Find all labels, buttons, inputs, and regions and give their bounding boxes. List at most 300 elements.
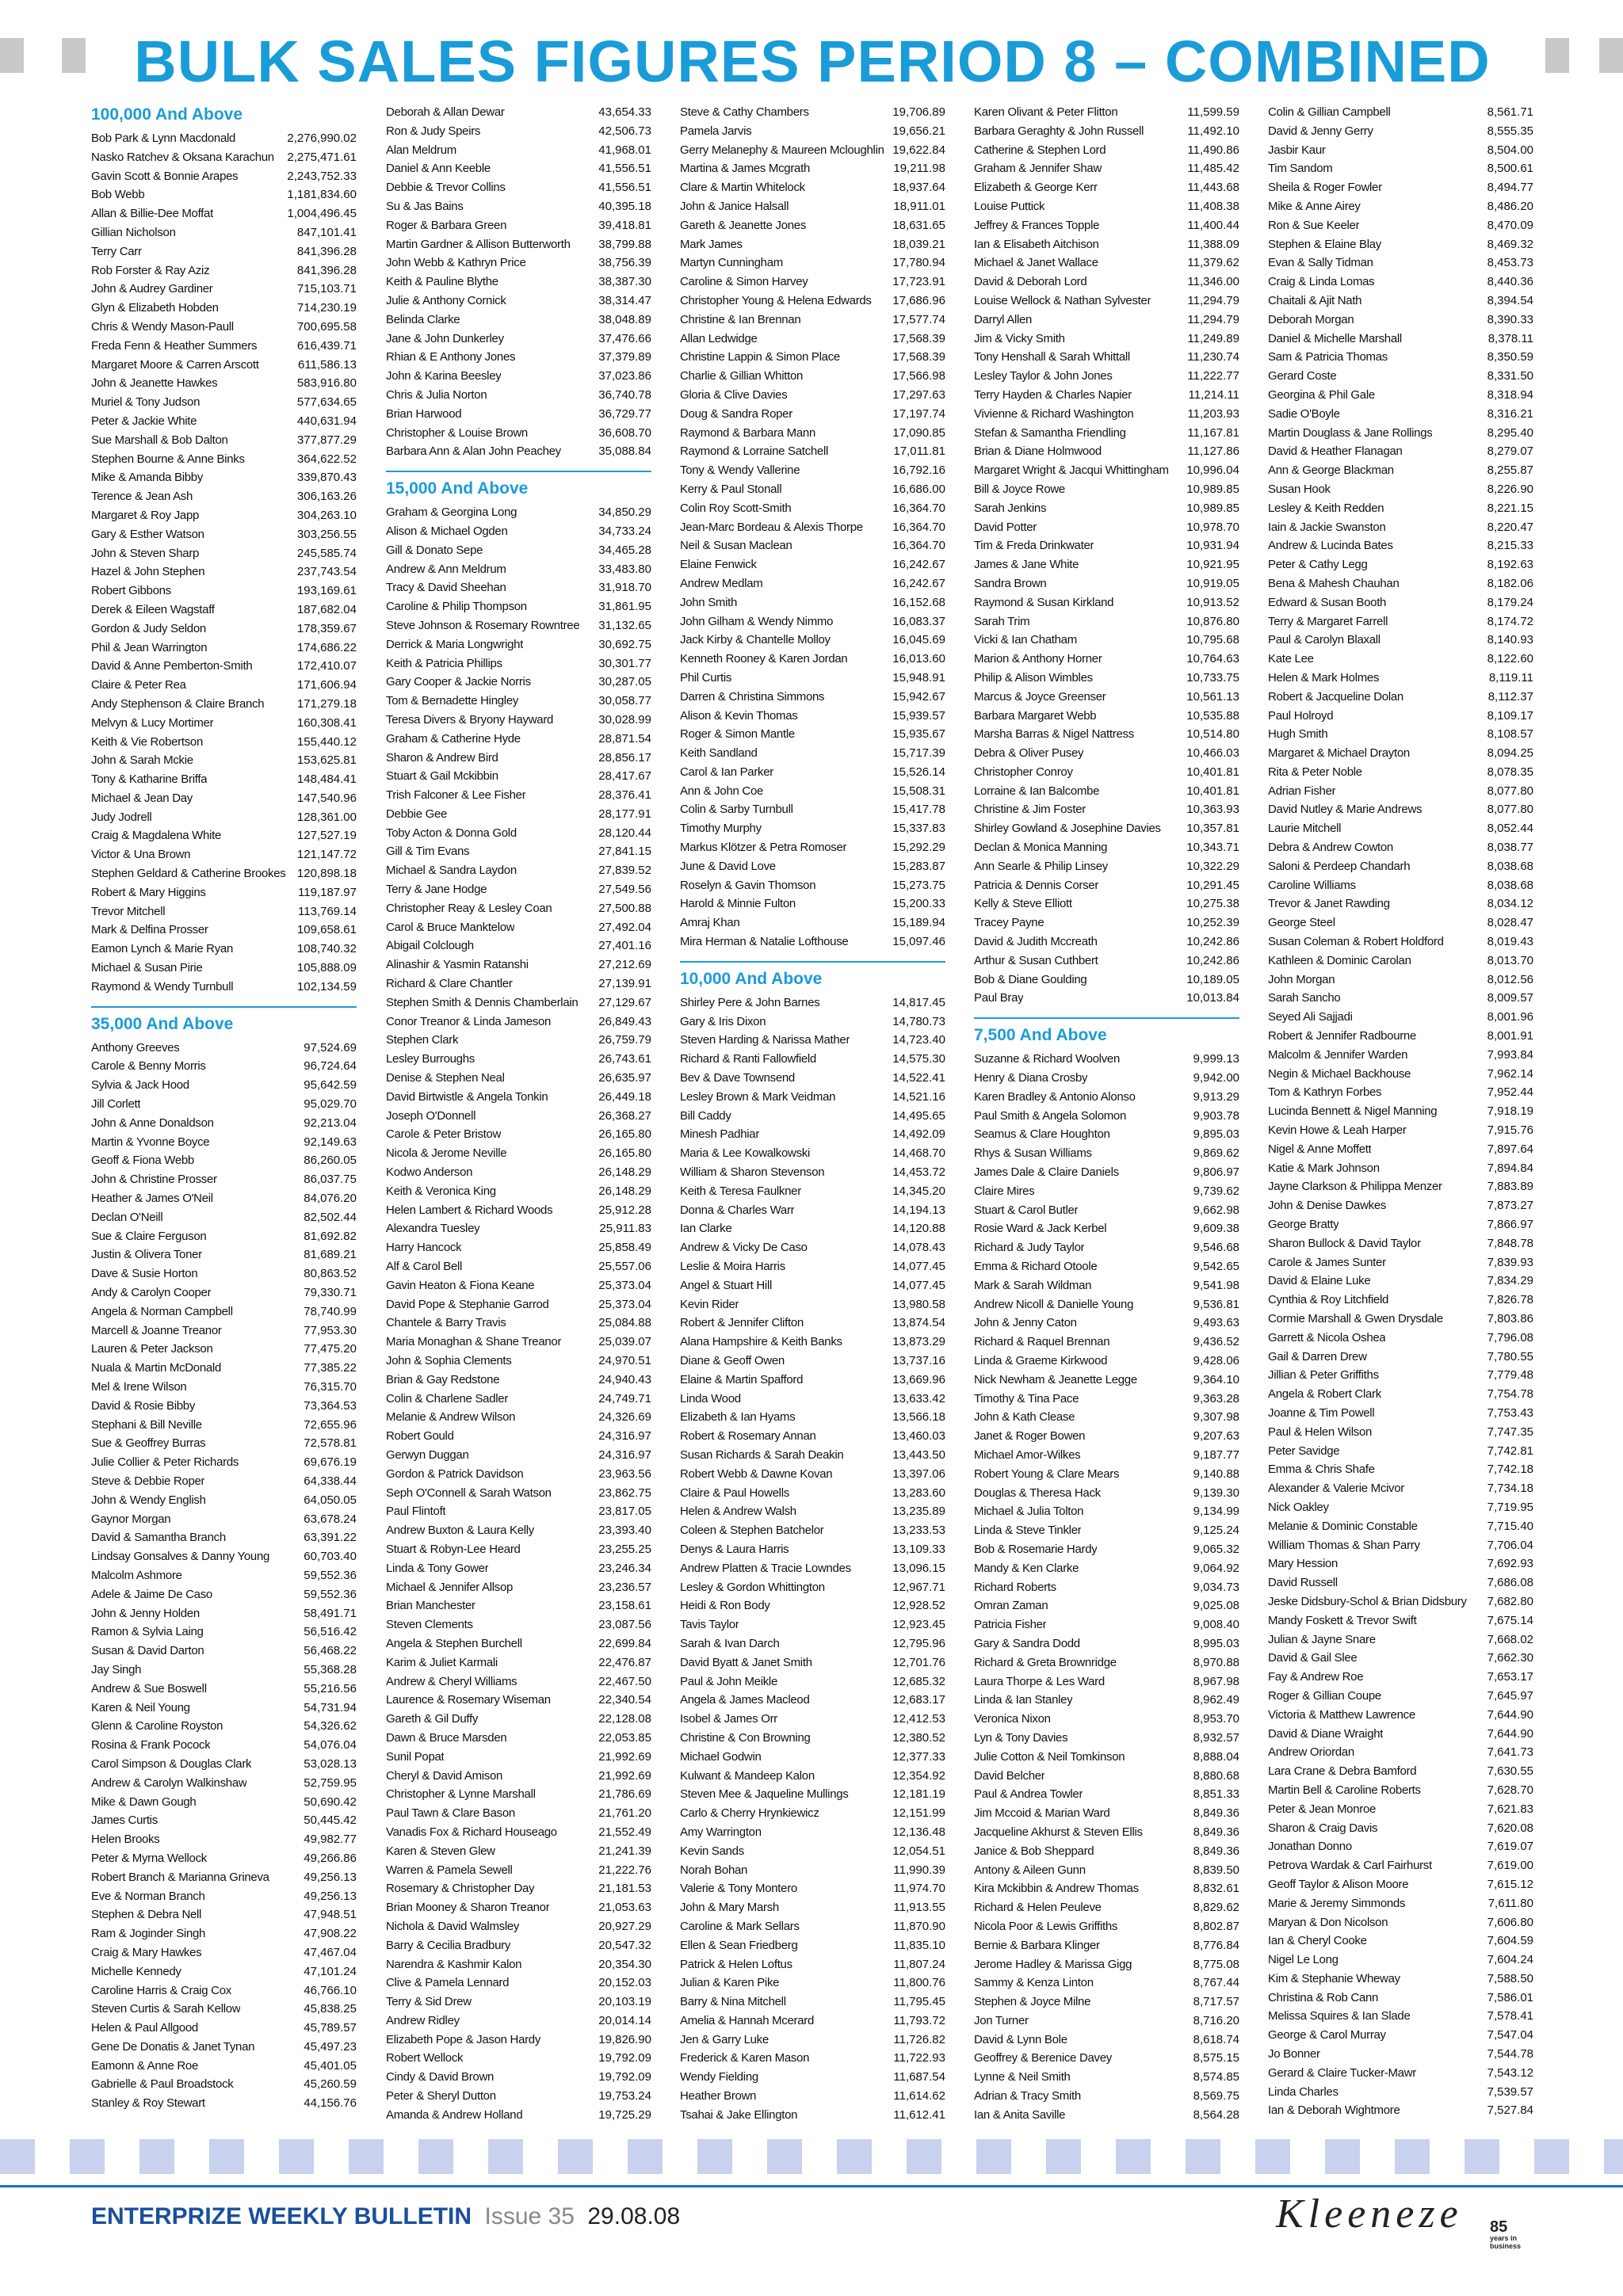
sales-figure: 39,418.81: [598, 218, 651, 232]
distributor-name: Paul Bray: [974, 991, 1024, 1005]
distributor-name: Derek & Eileen Wagstaff: [91, 602, 215, 616]
sales-entry: [1268, 1442, 1533, 1461]
sales-entry: [680, 1484, 945, 1503]
decorative-square: [62, 38, 86, 73]
sales-figure: 22,699.84: [598, 1636, 651, 1650]
sales-figure: 13,443.50: [892, 1447, 945, 1462]
distributor-name: Craig & Linda Lomas: [1268, 275, 1375, 289]
sales-entry: [680, 631, 945, 650]
distributor-name: Tsahai & Jake Ellington: [680, 2107, 798, 2122]
sales-figure: 9,942.00: [1193, 1071, 1239, 1085]
distributor-name: David & Gail Slee: [1268, 1651, 1358, 1665]
sales-entry: [680, 2049, 945, 2068]
distributor-name: Gary Cooper & Jackie Norris: [386, 675, 531, 689]
distributor-name: Paul Tawn & Clare Bason: [386, 1806, 515, 1821]
sales-figure: 38,799.88: [598, 237, 651, 251]
sales-figure: 8,849.36: [1193, 1806, 1239, 1821]
distributor-name: Robert Wellock: [386, 2051, 464, 2065]
distributor-name: Charlie & Gillian Whitton: [680, 369, 804, 383]
sales-entry: [680, 1974, 945, 1993]
sales-entry: [974, 292, 1239, 311]
sales-figure: 11,990.39: [893, 1863, 945, 1877]
distributor-name: Helen & Andrew Walsh: [680, 1505, 796, 1519]
sales-entry: [91, 1585, 357, 1604]
distributor-name: Andrew Nicoll & Danielle Young: [974, 1297, 1134, 1311]
sales-entry: [680, 442, 945, 461]
sales-figure: 13,233.53: [892, 1524, 945, 1538]
sales-figure: 59,552.36: [304, 1568, 357, 1582]
sales-figure: 11,230.74: [1187, 350, 1239, 364]
distributor-name: Marion & Anthony Horner: [974, 652, 1102, 666]
sales-entry: [974, 574, 1239, 593]
distributor-name: Jo Bonner: [1268, 2047, 1320, 2061]
distributor-name: Jerome Hadley & Marissa Gigg: [974, 1957, 1132, 1971]
sales-entry: [1268, 1932, 1533, 1951]
column-1: [91, 103, 357, 2113]
distributor-name: Ram & Joginder Singh: [91, 1927, 206, 1941]
distributor-name: Malcolm Ashmore: [91, 1568, 182, 1582]
sales-entry: [91, 1981, 357, 2000]
sales-figure: 27,139.91: [598, 977, 651, 991]
sales-entry: [1268, 405, 1533, 424]
sales-figure: 37,476.66: [598, 331, 651, 345]
sales-figure: 95,642.59: [304, 1078, 357, 1093]
sales-entry: [974, 593, 1239, 612]
distributor-name: John Morgan: [1268, 972, 1335, 986]
distributor-name: Evan & Sally Tidman: [1268, 256, 1373, 270]
sales-figure: 58,491.71: [304, 1606, 357, 1620]
sales-entry: [386, 1710, 651, 1729]
distributor-name: Susan Hook: [1268, 482, 1331, 496]
sales-figure: 105,888.09: [296, 961, 357, 975]
sales-figure: 22,128.08: [598, 1712, 651, 1726]
sales-entry: [91, 1755, 357, 1774]
sales-figure: 583,916.80: [296, 376, 357, 391]
sales-entry: [1268, 1065, 1533, 1084]
sales-figure: 11,807.24: [893, 1957, 945, 1971]
distributor-name: Andrew & Ann Meldrum: [386, 562, 506, 576]
distributor-name: Kelly & Steve Elliott: [974, 897, 1072, 911]
sales-figure: 377,877.29: [296, 433, 357, 447]
sales-figure: 47,467.04: [304, 1945, 357, 1959]
distributor-name: Melissa Squires & Ian Slade: [1268, 2009, 1411, 2023]
distributor-name: June & David Love: [680, 859, 776, 873]
sales-entry: [1268, 1027, 1533, 1046]
sales-entry: [680, 1559, 945, 1578]
distributor-name: Garrett & Nicola Oshea: [1268, 1330, 1386, 1344]
sales-entry: [386, 1804, 651, 1823]
distributor-name: Ellen & Sean Friedberg: [680, 1938, 798, 1952]
distributor-name: Laura Thorpe & Les Ward: [974, 1674, 1105, 1688]
distributor-name: Christine & Jim Foster: [974, 803, 1086, 817]
distributor-name: Michael & Jean Day: [91, 791, 193, 805]
distributor-name: Helen & Mark Holmes: [1268, 670, 1380, 685]
sales-entry: [91, 921, 357, 940]
sales-entry: [680, 103, 945, 122]
distributor-name: Robert & Mary Higgins: [91, 885, 206, 899]
sales-figure: 23,963.56: [598, 1466, 651, 1481]
sales-entry: [386, 1390, 651, 1409]
sales-entry: [1268, 386, 1533, 405]
sales-entry: [1268, 1819, 1533, 1838]
sales-figure: 50,445.42: [304, 1814, 357, 1828]
sales-figure: 8,486.20: [1487, 199, 1533, 213]
distributor-name: Rita & Peter Noble: [1268, 765, 1362, 779]
sales-figure: 7,543.12: [1487, 2065, 1533, 2080]
distributor-name: Gill & Donato Sepe: [386, 543, 483, 557]
sales-entry: [680, 1295, 945, 1314]
sales-figure: 7,753.43: [1487, 1405, 1533, 1420]
distributor-name: Barbara Geraghty & John Russell: [974, 124, 1144, 138]
sales-figure: 44,156.76: [304, 2096, 357, 2111]
sales-figure: 18,039.21: [892, 237, 945, 251]
sales-figure: 8,038.68: [1487, 859, 1533, 873]
distributor-name: Barbara Margaret Webb: [974, 708, 1097, 723]
sales-figure: 14,077.45: [892, 1278, 945, 1292]
sales-entry: [91, 487, 357, 506]
sales-figure: 7,641.73: [1487, 1745, 1533, 1760]
distributor-name: Mel & Irene Wilson: [91, 1380, 187, 1394]
sales-figure: 9,025.08: [1193, 1599, 1239, 1613]
distributor-name: Lesley & Keith Redden: [1268, 501, 1384, 515]
sales-figure: 7,742.18: [1487, 1463, 1533, 1477]
sales-entry: [386, 1427, 651, 1446]
distributor-name: John & Steven Sharp: [91, 546, 200, 560]
distributor-name: Alinashir & Yasmin Ratanshi: [386, 958, 529, 972]
sales-figure: 339,870.43: [296, 471, 357, 485]
sales-entry: [680, 1936, 945, 1955]
distributor-name: Jeske Didsbury-Schol & Brian Didsbury: [1268, 1594, 1467, 1608]
distributor-name: Jon Turner: [974, 2013, 1029, 2027]
distributor-name: Keith & Teresa Faulkner: [680, 1184, 801, 1198]
sales-figure: 11,492.10: [1187, 124, 1239, 138]
distributor-name: Craig & Mary Hawkes: [91, 1945, 202, 1959]
distributor-name: Abigail Colclough: [386, 939, 474, 953]
sales-entry: [386, 2106, 651, 2125]
sales-entry: [386, 311, 651, 330]
sales-figure: 8,077.80: [1487, 803, 1533, 817]
sales-entry: [1268, 1989, 1533, 2008]
distributor-name: Kulwant & Mandeep Kalon: [680, 1768, 815, 1783]
sales-figure: 63,391.22: [304, 1531, 357, 1545]
sales-figure: 193,169.61: [296, 584, 357, 598]
distributor-name: Mike & Anne Airey: [1268, 199, 1361, 213]
distributor-name: Keith & Vie Robertson: [91, 734, 204, 749]
distributor-name: Richard & Ranti Fallowfield: [680, 1052, 816, 1066]
decorative-square: [0, 38, 24, 73]
sales-figure: 7,747.35: [1487, 1425, 1533, 1439]
distributor-name: John & Jenny Holden: [91, 1606, 200, 1620]
sales-figure: 13,460.03: [892, 1429, 945, 1444]
sales-figure: 24,749.71: [598, 1391, 651, 1405]
distributor-name: Bernie & Barbara Klinger: [974, 1938, 1100, 1952]
distributor-name: Margaret Moore & Carren Arscott: [91, 357, 259, 372]
distributor-name: Toby Acton & Donna Gold: [386, 826, 517, 840]
distributor-name: Alan Meldrum: [386, 143, 456, 157]
distributor-name: Kenneth Rooney & Karen Jordan: [680, 652, 848, 666]
sales-figure: 10,514.80: [1186, 727, 1239, 742]
sales-figure: 7,682.80: [1487, 1594, 1533, 1608]
distributor-name: John Webb & Kathryn Price: [386, 256, 526, 270]
sales-entry: [680, 593, 945, 612]
sales-figure: 7,962.14: [1487, 1066, 1533, 1081]
sales-figure: 56,468.22: [304, 1644, 357, 1658]
sales-entry: [1268, 197, 1533, 216]
sales-entry: [91, 148, 357, 167]
sales-figure: 15,097.46: [892, 935, 945, 949]
distributor-name: Roger & Barbara Green: [386, 218, 507, 232]
sales-entry: [386, 367, 651, 386]
sales-entry: [91, 525, 357, 544]
sales-entry: [1268, 235, 1533, 254]
distributor-name: Nasko Ratchev & Oksana Karachun: [91, 150, 274, 164]
sales-entry: [386, 141, 651, 160]
distributor-name: Robert Young & Clare Mears: [974, 1466, 1120, 1481]
distributor-name: Andrew Oriordan: [1268, 1745, 1354, 1760]
sales-figure: 92,213.04: [304, 1116, 357, 1130]
sales-figure: 7,604.59: [1487, 1934, 1533, 1948]
sales-figure: 7,675.14: [1487, 1613, 1533, 1627]
distributor-name: Roger & Simon Mantle: [680, 727, 795, 742]
distributor-name: Steve & Debbie Roper: [91, 1474, 205, 1488]
sales-entry: [974, 2068, 1239, 2087]
distributor-name: Mandy Foskett & Trevor Swift: [1268, 1613, 1417, 1627]
sales-entry: [1268, 1630, 1533, 1650]
sales-entry: [974, 1785, 1239, 1804]
sales-figure: 178,359.67: [296, 621, 357, 635]
distributor-name: Stephen Geldard & Catherine Brookes: [91, 867, 286, 881]
sales-figure: 7,803.86: [1487, 1312, 1533, 1325]
distributor-name: Colin Roy Scott-Smith: [680, 501, 792, 515]
sales-figure: 18,631.65: [892, 218, 945, 232]
sales-figure: 12,683.17: [892, 1693, 945, 1707]
sales-figure: 8,453.73: [1487, 256, 1533, 270]
sales-entry: [1268, 1479, 1533, 1498]
sales-entry: [1268, 2064, 1533, 2083]
sales-figure: 8,174.72: [1487, 614, 1533, 628]
distributor-name: Stephen Smith & Dennis Chamberlain: [386, 995, 579, 1009]
distributor-name: Steven Harding & Narissa Mather: [680, 1033, 850, 1047]
sales-entry: [91, 639, 357, 658]
sales-figure: 72,578.81: [304, 1436, 357, 1451]
distributor-name: Ian & Deborah Wightmore: [1268, 2103, 1400, 2118]
logo-badge: [1490, 2218, 1529, 2251]
distributor-name: Edward & Susan Booth: [1268, 595, 1387, 609]
sales-figure: 8,378.11: [1487, 331, 1533, 345]
sales-entry: [1268, 989, 1533, 1008]
sales-figure: 45,789.57: [304, 2021, 357, 2035]
sales-figure: 14,468.70: [892, 1146, 945, 1161]
distributor-name: Jane & John Dunkerley: [386, 331, 504, 345]
title-bar: [0, 22, 1623, 92]
distributor-name: Sue & Claire Ferguson: [91, 1229, 207, 1243]
sales-entry: [91, 770, 357, 789]
sales-entry: [974, 1879, 1239, 1898]
sales-figure: 8,469.32: [1487, 237, 1533, 251]
sales-figure: 11,913.55: [893, 1901, 945, 1915]
distributor-name: Adrian Fisher: [1268, 784, 1336, 798]
sales-entry: [386, 1201, 651, 1220]
sales-entry: [1268, 1837, 1533, 1856]
sales-entry: [974, 2049, 1239, 2068]
distributor-name: Andrew Buxton & Laura Kelly: [386, 1524, 535, 1538]
column-3: [680, 103, 945, 2125]
sales-entry: [1268, 593, 1533, 612]
distributor-name: Alana Hampshire & Keith Banks: [680, 1335, 842, 1349]
footer-square: [558, 2139, 593, 2174]
sales-figure: 9,363.28: [1193, 1391, 1239, 1405]
sales-figure: 364,622.52: [296, 452, 357, 466]
sales-figure: 26,368.27: [598, 1108, 651, 1123]
sales-figure: 64,050.05: [304, 1493, 357, 1507]
sales-figure: 28,871.54: [598, 731, 651, 746]
sales-figure: 25,039.07: [598, 1335, 651, 1349]
sales-entry: [91, 1717, 357, 1736]
sales-entry: [680, 1691, 945, 1710]
sales-figure: 2,275,471.61: [287, 150, 357, 164]
distributor-name: Allan & Billie-Dee Moffat: [91, 207, 213, 221]
sales-entry: [680, 1521, 945, 1540]
sales-figure: 15,508.31: [892, 784, 945, 798]
distributor-name: Paul & Andrea Towler: [974, 1787, 1083, 1802]
distributor-name: Linda Charles: [1268, 2084, 1338, 2099]
sales-figure: 7,734.18: [1487, 1482, 1533, 1496]
sales-figure: 40,395.18: [598, 199, 651, 213]
distributor-name: David Belcher: [974, 1768, 1045, 1783]
sales-figure: 9,536.81: [1193, 1297, 1239, 1311]
distributor-name: Richard & Helen Peuleve: [974, 1901, 1102, 1915]
sales-entry: [386, 1729, 651, 1748]
distributor-name: Suzanne & Richard Woolven: [974, 1052, 1120, 1066]
distributor-name: Rosie Ward & Jack Kerbel: [974, 1222, 1107, 1236]
sales-entry: [386, 2031, 651, 2050]
distributor-name: Justin & Olivera Toner: [91, 1248, 202, 1262]
kleeneze-logo: [1276, 2191, 1529, 2250]
distributor-name: James Dale & Claire Daniels: [974, 1165, 1119, 1180]
sales-entry: [91, 1528, 357, 1547]
sales-entry: [680, 1540, 945, 1559]
sales-entry: [680, 216, 945, 235]
distributor-name: Paul Flintoft: [386, 1505, 446, 1519]
distributor-name: John & Christine Prosser: [91, 1173, 217, 1187]
sales-entry: [680, 688, 945, 707]
distributor-name: James Curtis: [91, 1814, 158, 1828]
sales-entry: [974, 819, 1239, 838]
sales-entry: [1268, 1460, 1533, 1479]
sales-figure: 46,766.10: [304, 1983, 357, 1997]
sales-figure: 13,669.96: [892, 1372, 945, 1386]
sales-figure: 10,013.84: [1186, 991, 1239, 1005]
sales-figure: 16,242.67: [892, 558, 945, 572]
sales-entry: [680, 1371, 945, 1390]
sales-entry: [91, 1133, 357, 1152]
distributor-name: Henry & Diana Crosby: [974, 1071, 1088, 1085]
distributor-name: Graham & Catherine Hyde: [386, 731, 521, 746]
sales-entry: [1268, 1272, 1533, 1291]
distributor-name: Raymond & Wendy Turnbull: [91, 979, 234, 994]
sales-entry: [1268, 1913, 1533, 1932]
sales-entry: [1268, 1140, 1533, 1159]
sales-figure: 8,440.36: [1487, 275, 1533, 289]
sales-entry: [974, 1917, 1239, 1936]
distributor-name: Martin Douglass & Jane Rollings: [1268, 425, 1433, 440]
sales-entry: [91, 1322, 357, 1341]
sales-entry: [680, 424, 945, 443]
sales-figure: 38,314.47: [598, 293, 651, 307]
distributor-name: Gary & Iris Dixon: [680, 1014, 766, 1028]
sales-figure: 10,252.39: [1186, 916, 1239, 930]
sales-entry: [680, 650, 945, 669]
sales-figure: 9,542.65: [1193, 1260, 1239, 1274]
sales-figure: 8,220.47: [1487, 520, 1533, 534]
sales-figure: 109,658.61: [296, 923, 357, 937]
sales-figure: 10,795.68: [1186, 633, 1239, 647]
sales-figure: 15,292.29: [892, 841, 945, 855]
sales-figure: 11,388.09: [1187, 237, 1239, 251]
distributor-name: Graham & Georgina Long: [386, 505, 517, 520]
sales-entry: [91, 2000, 357, 2019]
sales-entry: [974, 1540, 1239, 1559]
sales-figure: 8,119.11: [1488, 670, 1533, 685]
sales-figure: 11,795.45: [893, 1995, 945, 2009]
sales-figure: 15,935.67: [892, 727, 945, 742]
sales-figure: 8,555.35: [1487, 124, 1533, 138]
sales-figure: 7,653.17: [1487, 1670, 1533, 1684]
sales-figure: 38,756.39: [598, 256, 651, 270]
sales-figure: 23,087.56: [598, 1618, 651, 1632]
sales-figure: 47,948.51: [304, 1908, 357, 1922]
sales-entry: [386, 405, 651, 424]
sales-entry: [1268, 1083, 1533, 1102]
sales-figure: 15,337.83: [892, 822, 945, 836]
sales-entry: [91, 864, 357, 883]
sales-figure: 9,739.62: [1193, 1184, 1239, 1198]
sales-entry: [386, 503, 651, 522]
sales-entry: [974, 1408, 1239, 1427]
sales-figure: 16,792.16: [892, 463, 945, 478]
distributor-name: Richard & Greta Brownridge: [974, 1655, 1117, 1669]
sales-entry: [680, 933, 945, 952]
distributor-name: Tracey Payne: [974, 916, 1044, 930]
footer-square: [279, 2139, 314, 2174]
sales-figure: 9,609.38: [1193, 1222, 1239, 1236]
sales-figure: 10,921.95: [1186, 558, 1239, 572]
sales-figure: 79,330.71: [304, 1286, 357, 1300]
sales-entry: [1268, 1008, 1533, 1027]
sales-entry: [1268, 2007, 1533, 2026]
distributor-name: Karen Olivant & Peter Flitton: [974, 105, 1118, 119]
sales-figure: 18,937.64: [892, 181, 945, 195]
sales-entry: [386, 1050, 651, 1069]
distributor-name: Gavin Scott & Bonnie Arapes: [91, 169, 239, 183]
sales-entry: [974, 1861, 1239, 1880]
sales-figure: 20,152.03: [598, 1976, 651, 1990]
sales-figure: 8,215.33: [1487, 539, 1533, 553]
distributor-name: Patrick & Helen Loftus: [680, 1957, 792, 1971]
sales-figure: 9,546.68: [1193, 1241, 1239, 1255]
sales-figure: 20,103.19: [598, 1995, 651, 2009]
sales-figure: 127,527.19: [296, 829, 357, 843]
sales-entry: [386, 254, 651, 273]
sales-figure: 34,850.29: [598, 505, 651, 520]
section-heading: 10,000 And Above: [680, 969, 823, 988]
sales-figure: 8,226.90: [1487, 482, 1533, 496]
distributor-name: Alison & Kevin Thomas: [680, 708, 798, 723]
distributor-name: Maria & Lee Kowalkowski: [680, 1146, 811, 1161]
sales-figure: 19,622.84: [892, 143, 945, 157]
sales-entry: [680, 1729, 945, 1748]
distributor-name: Robert Gould: [386, 1429, 454, 1444]
